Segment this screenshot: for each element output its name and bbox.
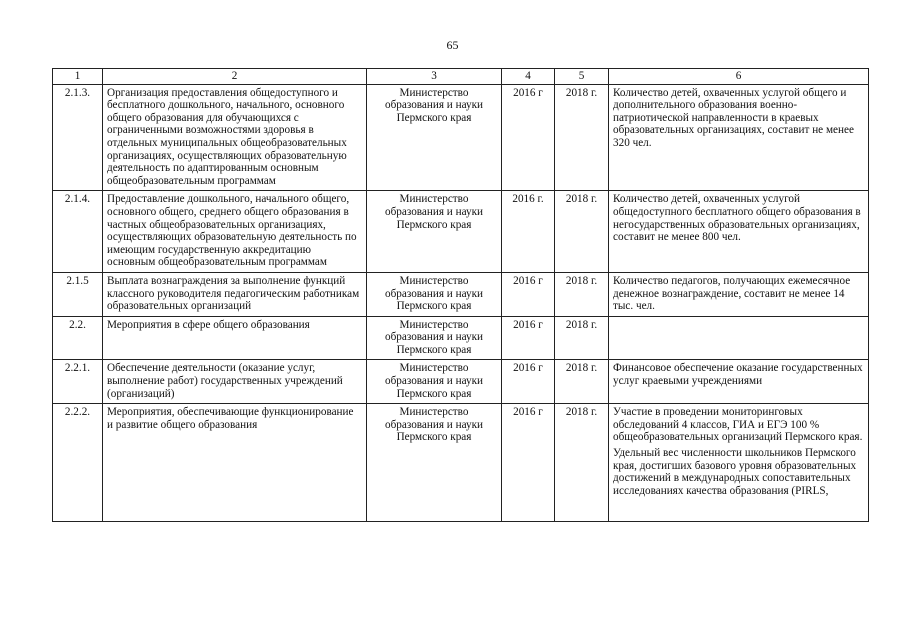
row-end-year: 2018 г. bbox=[555, 272, 609, 316]
row-result-text: Удельный вес численности школьников Пермского края, достигших базового уровня образовательных достижений в международных сопоставительных исследованиях качества образования (PIRLS, bbox=[613, 447, 857, 497]
table-row bbox=[53, 191, 869, 273]
row-start-year: 2016 г bbox=[502, 272, 555, 316]
row-end-year: 2018 г. bbox=[555, 316, 609, 360]
row-action: Мероприятия, обеспечивающие функционирование и развитие общего образования bbox=[103, 404, 367, 522]
row-number: 2.1.4. bbox=[53, 191, 103, 273]
row-result-clip bbox=[613, 406, 864, 497]
row-number: 2.2. bbox=[53, 316, 103, 360]
row-result bbox=[609, 404, 869, 522]
row-end-year: 2018 г. bbox=[555, 404, 609, 522]
header-col-4: 4 bbox=[502, 69, 555, 85]
row-result-text: Количество педагогов, получающих ежемесячное денежное вознаграждение, составит не менее 14 тыс. чел. bbox=[613, 274, 851, 313]
page-number: 65 bbox=[446, 38, 459, 52]
table-row bbox=[53, 360, 869, 404]
header-col-5: 5 bbox=[555, 69, 609, 85]
row-result-text: Количество детей, охваченных услугой общего и дополнительного образования военно-патриотической направленности в краевых образовательных организациях, составит не менее 320 чел. bbox=[613, 86, 854, 149]
row-start-year: 2016 г bbox=[502, 316, 555, 360]
table-row bbox=[53, 316, 869, 360]
table-row bbox=[53, 272, 869, 316]
row-result bbox=[609, 272, 869, 316]
row-executor: Министерство образования и науки Пермского края bbox=[367, 404, 502, 522]
table-row bbox=[53, 404, 869, 522]
row-end-year: 2018 г. bbox=[555, 191, 609, 273]
header-col-6: 6 bbox=[609, 69, 869, 85]
row-result-text: Количество детей, охваченных услугой общедоступного бесплатного общего образования в негосударственных образовательных организациях, составит не менее 800 чел. bbox=[613, 193, 861, 244]
header-col-2: 2 bbox=[103, 69, 367, 85]
table-header-row bbox=[53, 69, 869, 85]
row-result bbox=[609, 316, 869, 360]
row-executor: Министерство образования и науки Пермского края bbox=[367, 191, 502, 273]
row-executor: Министерство образования и науки Пермского края bbox=[367, 360, 502, 404]
row-executor: Министерство образования и науки Пермского края bbox=[367, 316, 502, 360]
row-end-year: 2018 г. bbox=[555, 360, 609, 404]
table-row bbox=[53, 84, 869, 191]
row-result-text: Финансовое обеспечение оказание государственных услуг краевыми учреждениями bbox=[613, 362, 863, 388]
row-action: Обеспечение деятельности (оказание услуг, выполнение работ) государственных учреждений (организаций) bbox=[103, 360, 367, 404]
row-start-year: 2016 г. bbox=[502, 191, 555, 273]
header-col-3: 3 bbox=[367, 69, 502, 85]
plan-table bbox=[52, 68, 869, 522]
row-executor: Министерство образования и науки Пермского края bbox=[367, 84, 502, 191]
row-result bbox=[609, 84, 869, 191]
row-start-year: 2016 г bbox=[502, 404, 555, 522]
row-number: 2.2.2. bbox=[53, 404, 103, 522]
row-result bbox=[609, 360, 869, 404]
row-start-year: 2016 г bbox=[502, 84, 555, 191]
row-start-year: 2016 г bbox=[502, 360, 555, 404]
row-number: 2.1.5 bbox=[53, 272, 103, 316]
row-number: 2.1.3. bbox=[53, 84, 103, 191]
row-action: Мероприятия в сфере общего образования bbox=[103, 316, 367, 360]
row-action: Организация предоставления общедоступного и бесплатного дошкольного, начального, основного общего образования для обучающихся с ограниченными возможностями здоровья в отдельных муниципальных общеобразовательных организациях, осуществляющих образовательную деятельность по адаптированным основным общеобразовательным программам bbox=[103, 84, 367, 191]
row-result bbox=[609, 191, 869, 273]
row-action: Предоставление дошкольного, начального общего, основного общего, среднего общего образования в частных общеобразовательных организациях, осуществляющих образовательную деятельность по имеющим государственную аккредитацию основным общеобразовательным программам bbox=[103, 191, 367, 273]
row-number: 2.2.1. bbox=[53, 360, 103, 404]
header-col-1: 1 bbox=[53, 69, 103, 85]
row-result-text: Участие в проведении мониторинговых обследований 4 классов, ГИА и ЕГЭ 100 % общеобразовательных организаций Пермского края. bbox=[613, 406, 863, 444]
row-action: Выплата вознаграждения за выполнение функций классного руководителя педагогическим работникам образовательных организаций bbox=[103, 272, 367, 316]
row-executor: Министерство образования и науки Пермского края bbox=[367, 272, 502, 316]
row-end-year: 2018 г. bbox=[555, 84, 609, 191]
